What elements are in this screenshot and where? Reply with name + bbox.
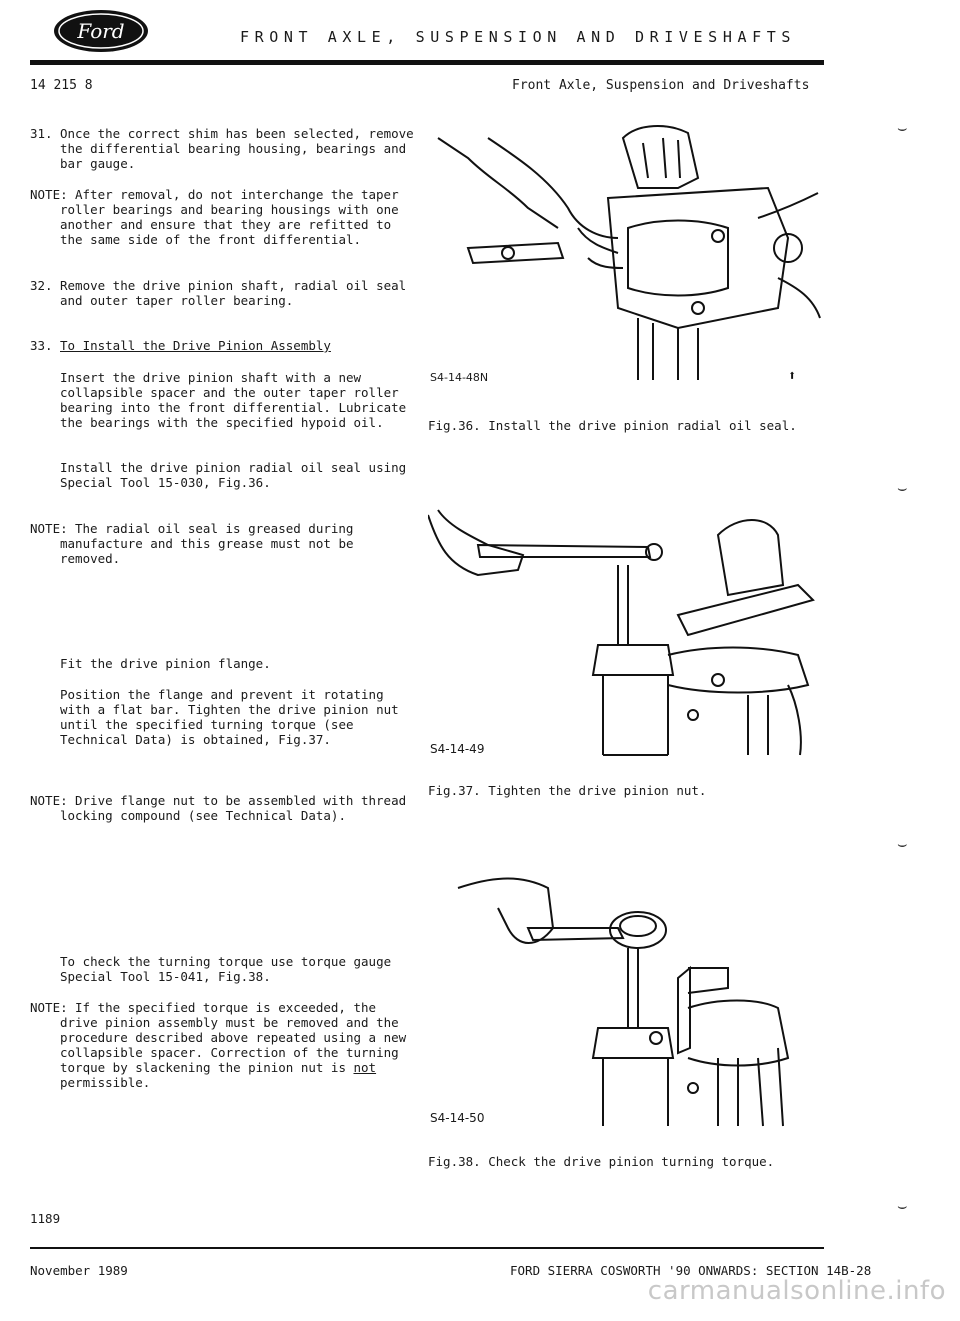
figure-code: S4-14-49 xyxy=(430,742,485,756)
watermark: carmanualsonline.info xyxy=(647,1276,946,1306)
page-number: 1189 xyxy=(30,1211,61,1226)
margin-tick-icon: ⌣ xyxy=(897,118,908,137)
note-label: NOTE: xyxy=(30,521,68,536)
margin-tick-icon: ⌣ xyxy=(897,834,908,853)
figure-code: S4-14-48N xyxy=(430,371,489,384)
step-32 xyxy=(30,278,420,308)
figure-37-illustration xyxy=(428,505,823,763)
step-text: Remove the drive pinion shaft, radial oil seal and outer taper roller bearing. xyxy=(60,278,407,308)
position-flange-paragraph: Position the flange and prevent it rotating with a flat bar. Tighten the drive pinion nut until the specified turning torque (see Technical Data) is obtained, Fig.37. xyxy=(60,687,399,747)
figure-37-caption: Fig.37. Tighten the drive pinion nut. xyxy=(428,783,707,798)
step-text: Once the correct shim has been selected, remove the differential bearing housing, bearings and bar gauge. xyxy=(60,126,414,171)
ford-logo xyxy=(52,8,150,54)
header-rule xyxy=(30,60,824,65)
footer-reference: FORD SIERRA COSWORTH '90 ONWARDS: SECTION 14B-28 xyxy=(510,1263,872,1278)
figure-38-caption: Fig.38. Check the drive pinion turning torque. xyxy=(428,1154,775,1169)
note-text: The radial oil seal is greased during manufacture and this grease must not be removed. xyxy=(60,521,354,566)
step-heading: To Install the Drive Pinion Assembly xyxy=(60,338,331,353)
step-33-paragraph-2: Install the drive pinion radial oil seal using Special Tool 15-030, Fig.36. xyxy=(60,460,407,490)
step-number: 33. xyxy=(30,338,53,353)
footer-date: November 1989 xyxy=(30,1263,128,1278)
margin-tick-icon: ⌣ xyxy=(897,478,908,497)
note-4 xyxy=(30,1000,420,1090)
check-torque-paragraph: To check the turning torque use torque gauge Special Tool 15-041, Fig.38. xyxy=(60,954,392,984)
step-number: 31. xyxy=(30,126,53,141)
margin-tick-icon: ⌣ xyxy=(897,1196,908,1215)
note-text: Drive flange nut to be assembled with thread locking compound (see Technical Data). xyxy=(60,793,407,823)
footer-rule xyxy=(30,1247,824,1249)
figure-38-illustration xyxy=(428,868,823,1130)
figure-37 xyxy=(428,505,823,763)
note-label: NOTE: xyxy=(30,187,68,202)
section-title: Front Axle, Suspension and Driveshafts xyxy=(512,78,810,93)
note-text: After removal, do not interchange the taper roller bearings and bearing housings with one another and ensure that they are refitted to the same side of the front differential. xyxy=(60,187,399,247)
figure-36 xyxy=(428,118,823,390)
figure-38 xyxy=(428,868,823,1130)
note-2 xyxy=(30,521,420,566)
step-33-paragraph-1: Insert the drive pinion shaft with a new collapsible spacer and the outer taper roller bearing into the front differential. Lubricate the bearings with the specified hypoid oil. xyxy=(60,370,407,430)
page-code: 14 215 8 xyxy=(30,78,93,93)
note-3 xyxy=(30,793,420,823)
figure-36-caption: Fig.36. Install the drive pinion radial oil seal. xyxy=(428,418,797,433)
step-number: 32. xyxy=(30,278,53,293)
note-text: If the specified torque is exceeded, the drive pinion assembly must be removed and the procedure described above repeated using a new collapsible spacer. Correction of the turning torque by slackening the pinion nut is not permissible. xyxy=(60,1000,407,1090)
figure-36-illustration xyxy=(428,118,823,390)
note-label: NOTE: xyxy=(30,1000,68,1015)
note-1 xyxy=(30,187,420,247)
step-33 xyxy=(30,338,420,353)
arrow-icon: ⬆ xyxy=(788,368,797,384)
figure-code: S4-14-50 xyxy=(430,1111,485,1125)
document-title: FRONT AXLE, SUSPENSION AND DRIVESHAFTS xyxy=(240,28,796,46)
fit-flange-paragraph: Fit the drive pinion flange. xyxy=(60,656,271,671)
note-label: NOTE: xyxy=(30,793,68,808)
logo-text: Ford xyxy=(77,19,125,43)
step-31 xyxy=(30,126,420,171)
